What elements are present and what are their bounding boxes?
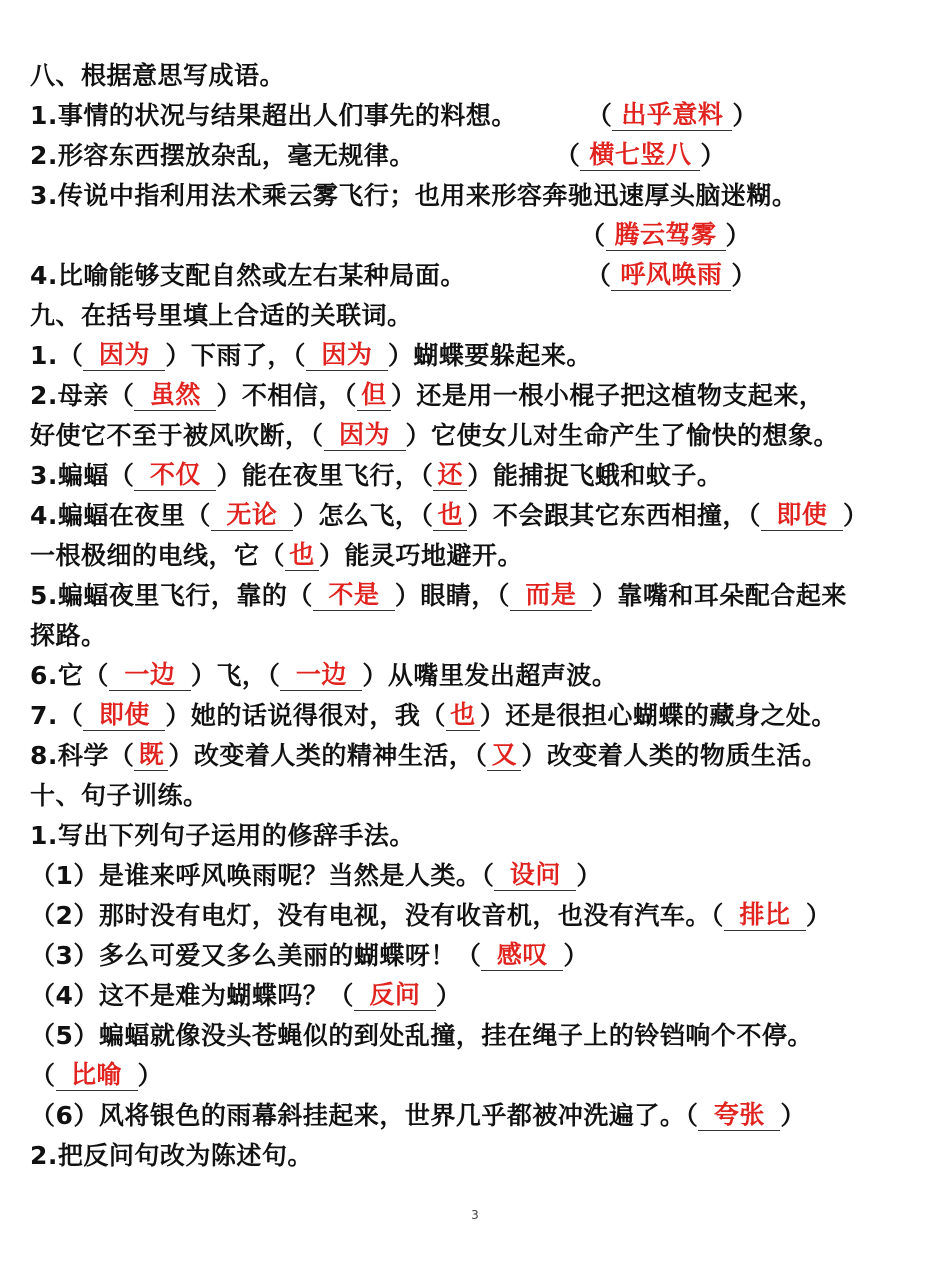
answer-blank: 排比 [724, 900, 806, 931]
q8-3-answer [580, 216, 950, 256]
q8-4 [30, 256, 935, 296]
question-text: 1.事情的状况与结果超出人们事先的料想。 [30, 101, 517, 130]
question-text: （3）多么可爱又多么美丽的蝴蝶呀！（ [30, 941, 482, 970]
question-text: ） [435, 981, 462, 1010]
answer-blank: 感叹 [481, 940, 563, 971]
question-text: （5）蝙蝠就像没头苍蝇似的到处乱撞，挂在绳子上的铃铛响个不停。 [30, 1021, 813, 1050]
answer-blank: 设问 [494, 860, 576, 891]
q10-1-3 [30, 936, 935, 976]
answer-blank: 而是 [510, 580, 592, 611]
answer-blank: 但 [357, 380, 391, 411]
question-text: 2.母亲（ [30, 381, 135, 410]
q10-1-4 [30, 976, 935, 1016]
q9-4b [30, 536, 935, 576]
answer-blank: 因为 [324, 420, 406, 451]
question-text: ）靠嘴和耳朵配合起来 [591, 581, 847, 610]
question-text: 3.传说中指利用法术乘云雾飞行；也用来形容奔驰迅速厚头脑迷糊。 [30, 181, 798, 210]
answer-blank: 因为 [306, 340, 388, 371]
answer-blank: 出乎意料 [612, 100, 732, 131]
question-text: 4.蝙蝠在夜里（ [30, 501, 211, 530]
answer-blank: 反问 [354, 980, 436, 1011]
q9-8 [30, 736, 935, 776]
q10-1 [30, 816, 935, 856]
question-text: （ [585, 261, 612, 290]
question-text: 1.写出下列句子运用的修辞手法。 [30, 821, 415, 850]
q10-1-5a [30, 1016, 935, 1056]
question-text: （ [554, 141, 581, 170]
question-text: 6.它（ [30, 661, 109, 690]
question-text: （2）那时没有电灯，没有电视，没有收音机，也没有汽车。（ [30, 901, 724, 930]
q10-1-6 [30, 1096, 935, 1136]
answer-blank: 夸张 [698, 1100, 780, 1131]
answer-blank: 不是 [313, 580, 395, 611]
q9-2a [30, 376, 935, 416]
question-text: ） [725, 221, 752, 250]
q9-7 [30, 696, 935, 736]
question-text: ）改变着人类的精神生活，（ [168, 741, 488, 770]
question-text: ） [137, 1061, 164, 1090]
question-text: ）还是用一根小棍子把这植物支起来， [390, 381, 825, 410]
question-text: ） [805, 901, 832, 930]
question-text: （4）这不是难为蝴蝶吗？（ [30, 981, 354, 1010]
q8-3 [30, 176, 935, 216]
question-text: 5.蝙蝠夜里飞行，靠的（ [30, 581, 313, 610]
section-10-heading [30, 776, 935, 816]
question-text: ）不会跟其它东西相撞，（ [467, 501, 761, 530]
question-text: 2.形容东西摆放杂乱，毫无规律。 [30, 141, 415, 170]
question-text: ）怎么飞，（ [292, 501, 434, 530]
question-text: 探路。 [30, 621, 107, 650]
question-text: ） [732, 101, 758, 130]
answer-blank: 腾云驾雾 [606, 220, 726, 251]
page-number: 3 [471, 1208, 479, 1222]
question-text: ）改变着人类的物质生活。 [521, 741, 828, 770]
question-text: ）她的话说得很对，我（ [165, 701, 446, 730]
answer-blank: 既 [134, 740, 168, 771]
question-text: ）不相信，（ [216, 381, 357, 410]
question-text: ）能灵巧地避开。 [319, 541, 524, 570]
answer-blank: 一边 [280, 660, 362, 691]
question-text: ） [700, 141, 726, 170]
q9-3 [30, 456, 935, 496]
question-text: ）从嘴里发出超声波。 [362, 661, 618, 690]
answer-blank: 呼风唤雨 [611, 260, 731, 291]
question-text: 好使它不至于被风吹断，（ [30, 421, 324, 450]
question-text: ） [731, 261, 757, 290]
question-text: 一根极细的电线，它（ [30, 541, 286, 570]
q9-1 [30, 336, 935, 376]
section-9-heading [30, 296, 935, 336]
question-text: （ [586, 101, 613, 130]
question-text: 九、在括号里填上合适的关联词。 [30, 301, 413, 330]
answer-blank: 也 [446, 700, 480, 731]
question-text: ） [576, 861, 602, 890]
question-text: ）下雨了，（ [165, 341, 306, 370]
answer-blank: 虽然 [134, 380, 216, 411]
question-text: 1.（ [30, 341, 84, 370]
answer-blank: 不仅 [134, 460, 216, 491]
q9-5a [30, 576, 935, 616]
q9-4a [30, 496, 935, 536]
question-text: （ [580, 221, 606, 250]
answer-blank: 一边 [109, 660, 191, 691]
q8-2 [30, 136, 935, 176]
answer-blank: 还 [433, 460, 467, 491]
question-text: 3.蝙蝠（ [30, 461, 135, 490]
question-text: ）蝴蝶要躲起来。 [387, 341, 592, 370]
answer-blank: 因为 [83, 340, 165, 371]
q10-1-2 [30, 896, 935, 936]
question-text: （6）风将银色的雨幕斜挂起来，世界几乎都被冲洗遍了。（ [30, 1101, 699, 1130]
answer-blank: 即使 [761, 500, 843, 531]
question-text: 7.（ [30, 701, 84, 730]
section-8-heading [30, 56, 935, 96]
question-text: （ [30, 1061, 56, 1090]
q10-1-1 [30, 856, 935, 896]
question-text: ） [780, 1101, 806, 1130]
question-text: 十、句子训练。 [30, 781, 209, 810]
question-text: （1）是谁来呼风唤雨呢？当然是人类。（ [30, 861, 495, 890]
question-text: 8.科学（ [30, 741, 135, 770]
q10-2 [30, 1136, 935, 1176]
question-text: 2.把反问句改为陈述句。 [30, 1141, 313, 1170]
answer-blank: 又 [487, 740, 521, 771]
question-text: ）眼睛，（ [394, 581, 510, 610]
answer-blank: 横七竖八 [580, 140, 700, 171]
answer-blank: 比喻 [56, 1060, 138, 1091]
question-text: ）能在夜里飞行，（ [216, 461, 434, 490]
q8-1 [30, 96, 935, 136]
question-text: 八、根据意思写成语。 [30, 61, 286, 90]
answer-blank: 即使 [83, 700, 165, 731]
q10-1-5b [30, 1056, 935, 1096]
q9-6 [30, 656, 935, 696]
answer-blank: 也 [433, 500, 467, 531]
q9-5b [30, 616, 935, 656]
q9-2b [30, 416, 935, 456]
question-text: ）飞，（ [190, 661, 281, 690]
question-text: 4.比喻能够支配自然或左右某种局面。 [30, 261, 466, 290]
question-text: ）它使女儿对生命产生了愉快的想象。 [405, 421, 840, 450]
answer-blank: 无论 [211, 500, 293, 531]
question-text: ） [563, 941, 589, 970]
question-text: ） [842, 501, 869, 530]
question-text: ）还是很担心蝴蝶的藏身之处。 [479, 701, 837, 730]
question-text: ）能捕捉飞蛾和蚊子。 [467, 461, 723, 490]
answer-blank: 也 [285, 540, 319, 571]
